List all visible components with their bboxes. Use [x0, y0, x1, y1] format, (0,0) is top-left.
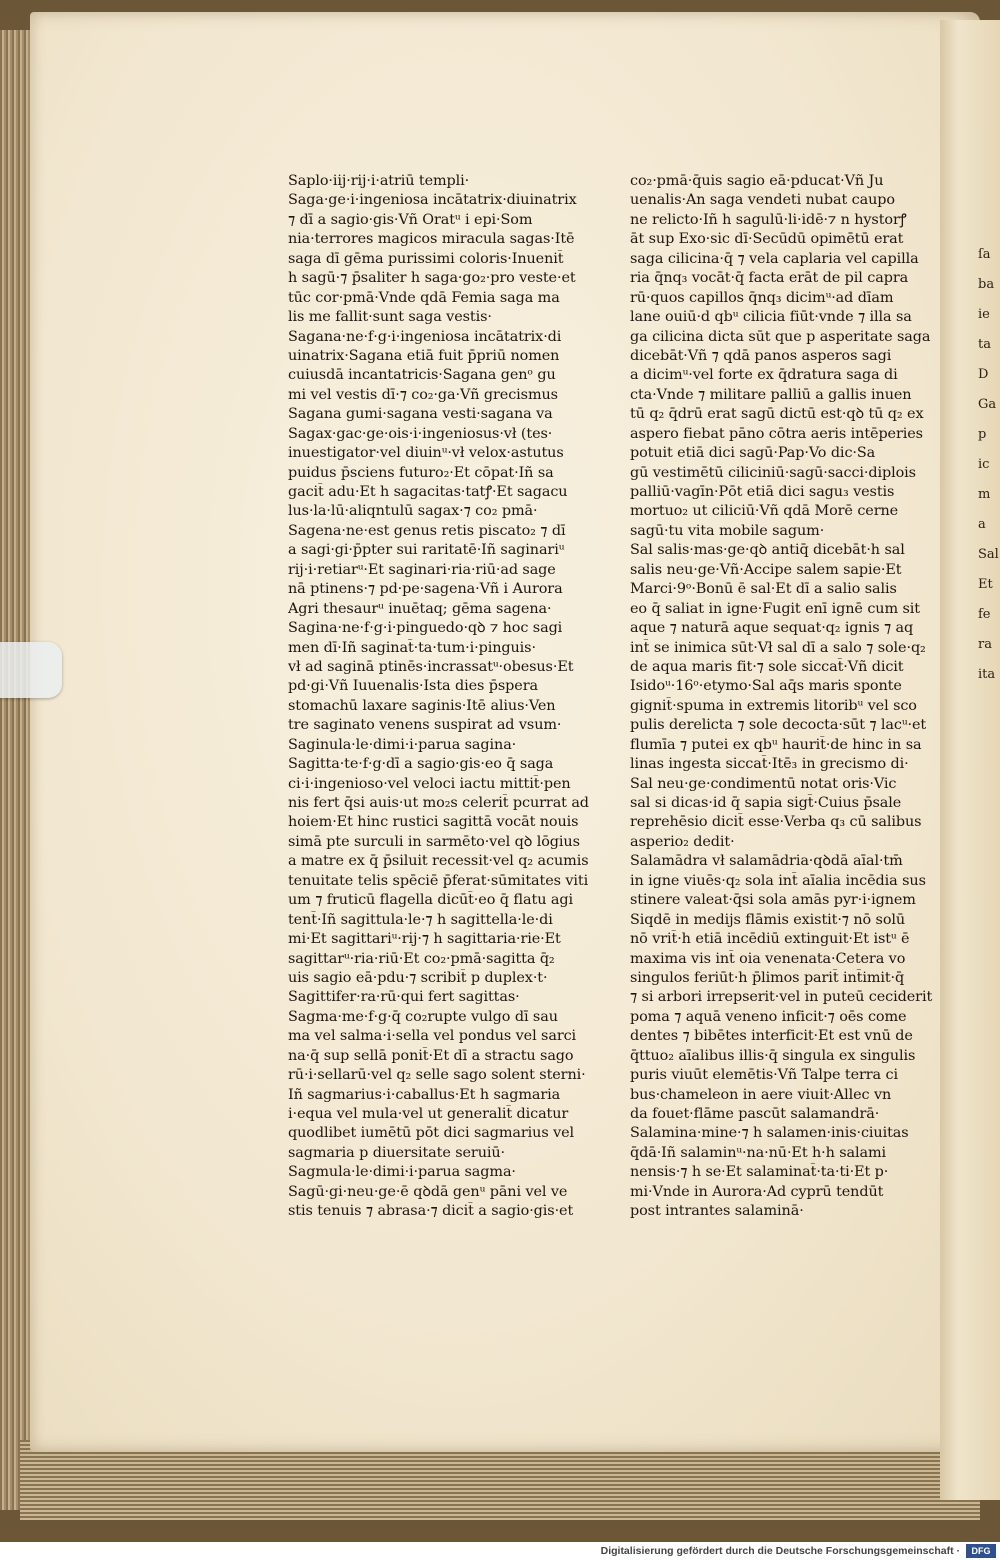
text-line: lane ouiū·d qbᵘ cilicia fiūt·vnde ⁊ illa sa	[630, 309, 912, 326]
text-line: Sagmula·le·dimi·i·parua sagma·	[288, 1164, 516, 1181]
text-line: tenuitate telis spēciē p̄ferat·sūmitates viti	[288, 872, 589, 889]
gutter-fragment: p	[978, 427, 987, 442]
text-line: men dī·Iñ saginat̄·ta·tum·i·pinguis·	[288, 639, 536, 656]
text-line: tū q₂ q̄drū erat sagū dictū est·qꝺ tū q₂ ex	[630, 406, 924, 423]
text-line: int̄ se inimica sūt·Vł sal dī a salo ⁊ sole·q₂	[630, 639, 926, 656]
text-line: Iñ sagmarius·i·caballus·Et h sagmaria	[288, 1086, 561, 1103]
text-line: puidus p̄sciens futuro₂·Et cōpat·Iñ sa	[288, 464, 554, 481]
text-line: poma ⁊ aquā veneno inficit·⁊ oēs come	[630, 1008, 907, 1025]
gutter-fragment: ie	[978, 307, 990, 322]
text-line: saga cilicina·q̄ ⁊ vela caplaria vel capilla	[630, 250, 919, 267]
text-line: bus·chameleon in aere viuit·Allec vn	[630, 1086, 892, 1103]
facing-page-text-fragments	[978, 240, 1000, 1090]
text-line: a sagi·gi·p̄pter sui raritatē·Iñ saginariᵘ	[288, 542, 565, 559]
text-line: Sagma·me·f·g·q̄ co₂rupte vulgo dī sau	[288, 1008, 558, 1025]
text-line: Sagena·ne·est genus retis piscato₂ ⁊ dī	[288, 522, 566, 539]
gutter-fragment: ita	[978, 667, 996, 682]
text-line: hoiem·Et hinc rustici sagittā vocāt nouis	[288, 814, 579, 831]
gutter-fragment: m	[978, 487, 991, 502]
gutter-fragment: ra	[978, 637, 992, 652]
text-line: Sagana·ne·f·g·i·ingeniosa incātatrix·di	[288, 328, 562, 345]
text-line: gignit̄·spuma in extremis litoribᵘ vel sco	[630, 697, 917, 714]
text-line: nensis·⁊ h se·Et salaminat̄·ta·ti·Et p·	[630, 1164, 889, 1181]
gutter-fragment: Et	[978, 577, 993, 592]
text-line: asperio₂ dedit·	[630, 833, 735, 850]
text-line: ma vel salma·i·sella vel pondus vel sarci	[288, 1028, 577, 1045]
text-line: cuiusdā incantatricis·Sagana genᵒ gu	[288, 367, 556, 384]
text-line: nō vrit̄·h etiā incēdiū extinguit·Et istᵘ ē	[630, 931, 910, 948]
text-line: Saplo·iij·rij·i·atriū templi·	[288, 173, 470, 189]
text-line: quodlibet iumētū pōt dici sagmarius vel	[288, 1125, 575, 1142]
text-line: rij·i·retiarᵘ·Et saginari·ria·riū·ad sage	[288, 561, 556, 578]
text-line: ria q̄nq₃ vocāt·q̄ facta erāt de pil capra	[630, 270, 909, 287]
text-line: flumīa ⁊ putei ex qbᵘ haurit̄·de hinc in sa	[630, 736, 922, 753]
text-line: stomachū laxare saginis·Itē alius·Ven	[288, 697, 556, 714]
text-line: dentes ⁊ bibētes interficit·Et est vnū de	[630, 1028, 913, 1045]
text-line: ga cilicina dicta sūt que p asperitate saga	[630, 328, 931, 345]
text-line: Sagina·ne·f·g·i·pinguedo·qꝺ ⁊ hoc sagi	[288, 620, 563, 637]
text-line: nis fert q̄si auis·ut mo₂s celerit̄ pcurrat ad	[288, 795, 589, 811]
gutter-fragment: Sal	[978, 547, 999, 562]
text-line: co₂·pmā·q̄uis sagio eā·pducat·Vñ Ju	[630, 173, 884, 189]
text-line: Salamādra vł salamādria·qꝺdā aīal·tm̄	[630, 853, 903, 870]
text-line: singulos feriūt·h p̄limos parit̄ int̄imit·q̄	[630, 969, 905, 986]
text-line: stis tenuis ⁊ abrasa·⁊ dicit̄ a sagio·gis·et	[288, 1203, 574, 1220]
text-column-left	[288, 172, 598, 1222]
text-line: Sagitta·te·f·g·dī a sagio·gis·eo q̄ saga	[288, 756, 554, 773]
gutter-fragment: a	[978, 517, 986, 532]
text-line: simā pte surculi in sarmēto·vel qꝺ lōgius	[288, 833, 580, 850]
text-line: Sagittifer·ra·rū·qui fert sagittas·	[288, 989, 520, 1006]
text-line: aque ⁊ naturā aque sequat·q₂ ignis ⁊ aq	[630, 620, 914, 637]
text-line: gacit̄ adu·Et h sagacitas·tatꝭ·Et sagacu	[288, 484, 568, 500]
text-line: puris viuūt elemētis·Vñ Talpe terra ci	[630, 1067, 898, 1084]
gutter-fragment: ic	[978, 457, 990, 472]
text-line: mi·Et sagittariᵘ·rij·⁊ h sagittaria·rie·Et	[288, 931, 561, 948]
text-column-right	[630, 172, 940, 1222]
text-line: pd·gi·Vñ Iuuenalis·Ista dies p̄spera	[288, 678, 538, 695]
page-marker-tab	[0, 642, 62, 698]
gutter-fragment: ſa	[978, 247, 991, 262]
text-line: sagmaria p diuersitate seruiū·	[288, 1144, 506, 1161]
text-line: post intrantes salaminā·	[630, 1203, 804, 1220]
text-line: q̄dā·Iñ salaminᵘ·na·nū·Et h·h salami	[630, 1144, 887, 1161]
text-line: ci·i·ingenioso·vel veloci iactu mittit̄·pen	[288, 775, 571, 792]
text-line: tūc cor·pmā·Vnde qdā Femia saga ma	[288, 289, 560, 306]
text-line: in igne viuēs·q₂ sola int̄ aīalia incēdia sus	[630, 872, 926, 889]
gutter-fragment: ta	[978, 337, 991, 352]
text-line: dicebāt·Vñ ⁊ qdā panos asperos sagi	[630, 347, 892, 364]
text-line: i·equa vel mula·vel ut generalit̄ dicatur	[288, 1106, 569, 1122]
text-line: uenalis·An saga vendeti nubat caupo	[630, 192, 895, 209]
dfg-logo: DFG	[966, 1544, 996, 1558]
text-line: h sagū·⁊ p̄saliter h saga·go₂·pro veste·et	[288, 270, 576, 287]
text-line: Sagū·gi·neu·ge·ē qꝺdā genᵘ pāni vel ve	[288, 1183, 568, 1200]
funding-notice: Digitalisierung gefördert durch die Deutsche Forschungsgemeinschaft ·	[600, 1545, 960, 1557]
text-line: eo q̄ saliat in igne·Fugit enī ignē cum sit	[630, 600, 920, 617]
text-line: maxima vis int̄ oia venenata·Cetera vo	[630, 950, 906, 967]
footer-bar	[0, 1542, 1000, 1560]
text-line: ne relicto·Iñ h sagulū·li·idē·⁊ n hystorꝭ	[630, 211, 907, 228]
text-line: potuit etiā dici sagū·Pap·Vo dic·Sa	[630, 445, 876, 462]
text-line: Sagax·gac·ge·ois·i·ingeniosus·vł (tes·	[288, 425, 553, 442]
text-line: mi vel vestis dī·⁊ co₂·ga·Vñ grecismus	[288, 386, 558, 403]
gutter-fragment: fe	[978, 607, 991, 622]
text-line: ⁊ dī a sagio·gis·Vñ Oratᵘ i epi·Som	[288, 211, 533, 228]
text-line: stinere valeat·q̄si sola amās pyr·i·ignem	[630, 892, 916, 909]
text-line: sagū·tu vita mobile sagum·	[630, 522, 825, 539]
text-line: um ⁊ fruticū flagella dicūt̄·eo q̄ flatu agi	[288, 892, 573, 909]
text-line: uis sagio eā·pdu·⁊ scribit̄ p duplex·t·	[288, 969, 548, 986]
text-line: inuestigator·vel diuinᵘ·vł velox·astutus	[288, 445, 564, 462]
text-line: nā ptinens·⁊ pd·pe·sagena·Vñ i Aurora	[288, 581, 563, 598]
text-line: cta·Vnde ⁊ militare palliū a gallis inuen	[630, 386, 912, 403]
text-line: sagittarᵘ·ria·riū·Et co₂·pmā·sagitta q̄₂	[288, 950, 555, 967]
text-line: Sal salis·mas·ge·qꝺ antiq̄ dicebāt·h sal	[630, 542, 905, 559]
text-line: aspero fiebat pāno cōtra aeris intēperies	[630, 425, 923, 442]
text-line: lus·la·lū·aliqntulū sagax·⁊ co₂ pmā·	[288, 503, 538, 520]
text-line: reprehēsio dicit̄ esse·Verba q₃ cū salibus	[630, 814, 922, 831]
text-line: Sal neu·ge·condimentū notat oris·Vic	[630, 775, 897, 792]
text-line: pulis derelicta ⁊ sole decocta·sūt ⁊ lacᵘ·et	[630, 717, 927, 734]
text-line: na·q̄ sup sellā ponit̄·Et dī a stractu sago	[288, 1047, 574, 1064]
text-line: Salamina·mine·⁊ h salamen·inis·ciuitas	[630, 1125, 909, 1142]
text-line: ⁊ si arbori irrepserit·vel in puteū ceciderit	[630, 989, 933, 1006]
text-line: Saginula·le·dimi·i·parua sagina·	[288, 736, 517, 753]
text-line: āt sup Exo·sic dī·Secūdū opimētū erat	[630, 231, 904, 248]
text-line: palliū·vagīn·Pōt etiā dici sagu₃ vestis	[630, 484, 895, 500]
text-line: rū·i·sellarū·vel q₂ selle sago solent sterni·	[288, 1067, 586, 1084]
text-line: sal si dicas·id q̄ sapia sigt̄·Cuius p̄sale	[630, 795, 902, 811]
text-line: de aqua maris fit·⁊ sole siccat̄·Vñ dicit	[630, 658, 904, 675]
text-line: salis neu·ge·Vñ·Accipe salem sapie·Et	[630, 561, 902, 578]
text-line: a matre ex q̄ p̄siluit recessit·vel q₂ acumis	[288, 853, 589, 870]
text-line: mortuo₂ ut ciliciū·Vñ qdā Morē cerne	[630, 503, 899, 520]
text-line: tre saginato venens suspirat ad vsum·	[288, 717, 562, 734]
text-line: a dicimᵘ·vel forte ex q̄dratura saga di	[630, 367, 898, 384]
text-line: Siqdē in medijs flāmis existit·⁊ nō solū	[630, 911, 906, 928]
text-line: Saga·ge·i·ingeniosa incātatrix·diuinatrix	[288, 192, 577, 209]
text-line: Marci·9ᵒ·Bonū ē sal·Et dī a salio salis	[630, 581, 897, 598]
text-line: da fouet·flāme pascūt salamandrā·	[630, 1106, 880, 1122]
book-edge-bottom	[20, 1440, 980, 1520]
text-line: Isidoᵘ·16ᵒ·etymo·Sal aq̄s maris sponte	[630, 678, 902, 695]
text-line: Agri thesaurᵘ inuētaq; gēma sagena·	[288, 600, 552, 617]
text-line: rū·quos capillos q̄nq₃ dicimᵘ·ad dīam	[630, 289, 894, 306]
text-line: gū vestimētū ciliciniū·sagū·sacci·diplois	[630, 464, 916, 481]
text-line: linas ingesta siccat̄·Itē₃ in grecismo di·	[630, 756, 909, 773]
text-line: saga dī gēma purissimi coloris·Inuenit̄	[288, 250, 564, 267]
text-line: mi·Vnde in Aurora·Ad cyprū tendūt	[630, 1183, 884, 1200]
text-line: vł ad saginā ptinēs·incrassatᵘ·obesus·Et	[288, 658, 574, 675]
gutter-fragment: D	[978, 367, 989, 382]
text-line: tent̄·Iñ sagittula·le·⁊ h sagittella·le·di	[288, 911, 553, 928]
text-line: uinatrix·Sagana etiā fuit p̄priū nomen	[288, 347, 560, 364]
text-line: nia·terrores magicos miracula sagas·Itē	[288, 231, 575, 248]
gutter-fragment: ba	[978, 277, 995, 292]
text-line: lis me fallit·sunt saga vestis·	[288, 309, 492, 326]
gutter-fragment: Ga	[978, 397, 997, 412]
text-line: Sagana gumi·sagana vesti·sagana va	[288, 406, 553, 423]
text-line: q̄ttuo₂ aīalibus illis·q̄ singula ex singulis	[630, 1047, 916, 1064]
